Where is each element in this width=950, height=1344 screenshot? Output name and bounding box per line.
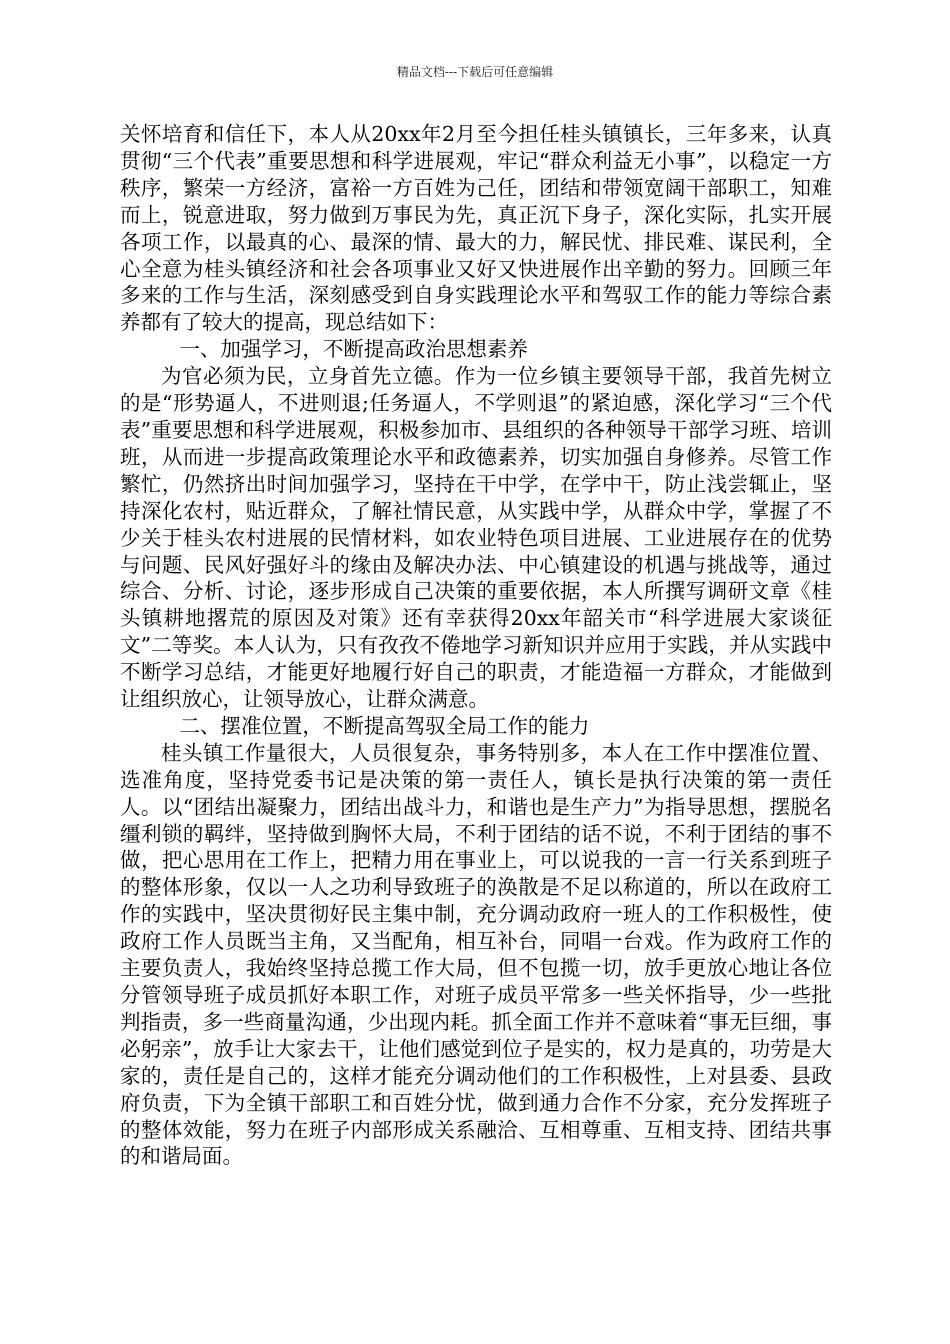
paragraph-section-1: 为官必须为民，立身首先立德。作为一位乡镇主要领导干部，我首先树立的是“形势逼人，不进则退;任务逼人，不学则退”的紧迫感，深化学习“三个代表”重要思想和科学进展观，积极参加市、县组织的各种领导干部学习班、培训班，从而进一步提高政策理论水平和政德素养，切实加强自身修养。尽管工作繁忙，仍然挤出时间加强学习，坚持在干中学，在学中干，防止浅尝辄止，坚持深化农村，贴近群众，了解社情民意，从实践中学，从群众中学，掌握了不少关于桂头农村进展的民情材料，如农业特色项目进展、工业进展存在的优势与问题、民风好强好斗的缘由及解决办法、中心镇建设的机遇与挑战等，通过综合、分析、讨论，逐步形成自己决策的重要依据，本人所撰写调研文章《桂头镇耕地撂荒的原因及对策》还有幸获得20xx年韶关市“科学进展大家谈征文”二等奖。本人认为，只有孜孜不倦地学习新知识并应用于实践，并从实践中不断学习总结，才能更好地履行好自己的职责，才能造福一方群众，才能做到让组织放心，让领导放心，让群众满意。	[120, 364, 832, 712]
paragraph-intro: 关怀培育和信任下，本人从20xx年2月至今担任桂头镇镇长，三年多来，认真贯彻“三个代表”重要思想和科学进展观，牢记“群众利益无小事”，以稳定一方秩序，繁荣一方经济，富裕一方百姓为己任，团结和带领宽阔干部职工，知难而上，锐意进取，努力做到万事民为先，真正沉下身子，深化实际，扎实开展各项工作，以最真的心、最深的情、最大的力，解民忧、排民难、谋民利，全心全意为桂头镇经济和社会各项事业又好又快进展作出辛勤的努力。回顾三年多来的工作与生活，深刻感受到自身实践理论水平和驾驭工作的能力等综合素养都有了较大的提高，现总结如下：	[120, 122, 832, 335]
document-body	[120, 121, 832, 1170]
section-heading-2: 二、摆准位置，不断提高驾驭全局工作的能力	[179, 713, 590, 738]
page-header: 精品文档---下载后可任意编辑	[396, 65, 554, 79]
section-heading-1: 一、加强学习，不断提高政治思想素养	[179, 337, 528, 362]
paragraph-section-2: 桂头镇工作量很大，人员很复杂，事务特别多，本人在工作中摆准位置、选准角度，坚持党委书记是决策的第一责任人，镇长是执行决策的第一责任人。以“团结出凝聚力，团结出战斗力，和谐也是生产力”为指导思想，摆脱名缰利锁的羁绊，坚持做到胸怀大局，不利于团结的话不说，不利于团结的事不做，把心思用在工作上，把精力用在事业上，可以说我的一言一行关系到班子的整体形象，仅以一人之功利导致班子的涣散是不足以称道的，所以在政府工作的实践中，坚决贯彻好民主集中制，充分调动政府一班人的工作积极性，使政府工作人员既当主角，又当配角，相互补台，同唱一台戏。作为政府工作的主要负责人，我始终坚持总揽工作大局，但不包揽一切，放手更放心地让各位分管领导班子成员抓好本职工作，对班子成员平常多一些关怀指导，少一些批判指责，多一些商量沟通，少出现内耗。抓全面工作并不意味着“事无巨细，事必躬亲”，放手让大家去干，让他们感觉到位子是实的，权力是真的，功劳是大家的，责任是自己的，这样才能充分调动他们的工作积极性，上对县委、县政府负责，下为全镇干部职工和百姓分忧，做到通力合作不分家，充分发挥班子的整体效能，努力在班子内部形成关系融洽、互相尊重、互相支持、团结共事的和谐局面。	[120, 740, 832, 1169]
